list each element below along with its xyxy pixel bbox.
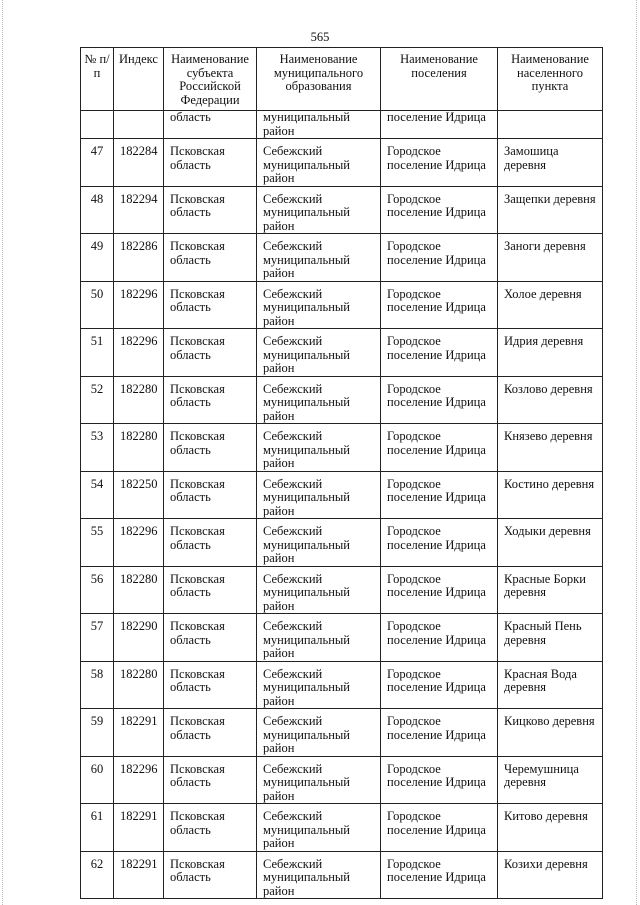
table-row	[81, 376, 603, 424]
cell-locality: Китово деревня	[498, 804, 603, 852]
cell-locality: Красный Пень деревня	[498, 614, 603, 662]
cell-locality: Защепки деревня	[498, 186, 603, 234]
cell-locality: Черемушница деревня	[498, 756, 603, 804]
cell-index: 182280	[114, 376, 164, 424]
cell-settlement: Городское поселение Идрица	[381, 471, 498, 519]
table-row	[81, 661, 603, 709]
cell-num: 53	[81, 424, 114, 472]
cell-municipality: Себежский муниципальный район	[257, 566, 381, 614]
table-row	[81, 186, 603, 234]
cell-subject: Псковская область	[164, 661, 257, 709]
cell-settlement: Городское поселение Идрица	[381, 804, 498, 852]
cell-settlement: Городское поселение Идрица	[381, 709, 498, 757]
cell-index: 182290	[114, 614, 164, 662]
cell-num: 62	[81, 851, 114, 899]
cell-municipality: Себежский муниципальный район	[257, 851, 381, 899]
cell-subject: Псковская область	[164, 376, 257, 424]
cell-subject: Псковская область	[164, 424, 257, 472]
cell-settlement: Городское поселение Идрица	[381, 329, 498, 377]
cell-municipality: Себежский муниципальный район	[257, 709, 381, 757]
cell-settlement: Городское поселение Идрица	[381, 281, 498, 329]
table-body	[81, 111, 603, 899]
cell-municipality: Себежский муниципальный район	[257, 376, 381, 424]
cell-index: 182280	[114, 424, 164, 472]
cell-municipality: Себежский муниципальный район	[257, 471, 381, 519]
cell-subject: Псковская область	[164, 139, 257, 187]
cell-locality: Костино деревня	[498, 471, 603, 519]
cell-num: 51	[81, 329, 114, 377]
cell-locality: Козлово деревня	[498, 376, 603, 424]
cell-locality: Замошица деревня	[498, 139, 603, 187]
table-row	[81, 139, 603, 187]
cell-subject: Псковская область	[164, 329, 257, 377]
cell-locality: Козихи деревня	[498, 851, 603, 899]
header-locality: Наименование населенного пункта	[498, 48, 603, 111]
cell-num: 57	[81, 614, 114, 662]
cell-locality: Красная Вода деревня	[498, 661, 603, 709]
cell-index: 182291	[114, 709, 164, 757]
cell-subject: Псковская область	[164, 756, 257, 804]
cell-num: 49	[81, 234, 114, 282]
cell-municipality: Себежский муниципальный район	[257, 519, 381, 567]
cell-num: 61	[81, 804, 114, 852]
cell-subject: Псковская область	[164, 709, 257, 757]
cell-municipality: муниципальный район	[257, 111, 381, 139]
cell-settlement: Городское поселение Идрица	[381, 614, 498, 662]
table-row	[81, 424, 603, 472]
cell-municipality: Себежский муниципальный район	[257, 281, 381, 329]
header-index: Индекс	[114, 48, 164, 111]
cell-municipality: Себежский муниципальный район	[257, 329, 381, 377]
cell-municipality: Себежский муниципальный район	[257, 756, 381, 804]
cell-subject: Псковская область	[164, 281, 257, 329]
cell-locality: Красные Борки деревня	[498, 566, 603, 614]
cell-index	[114, 111, 164, 139]
cell-settlement: Городское поселение Идрица	[381, 851, 498, 899]
cell-num: 56	[81, 566, 114, 614]
cell-index: 182296	[114, 281, 164, 329]
cell-locality: Идрия деревня	[498, 329, 603, 377]
cell-municipality: Себежский муниципальный район	[257, 614, 381, 662]
table-row	[81, 804, 603, 852]
cell-index: 182291	[114, 851, 164, 899]
header-settlement: Наименование поселения	[381, 48, 498, 111]
header-num: № п/п	[81, 48, 114, 111]
table-row	[81, 519, 603, 567]
cell-settlement: Городское поселение Идрица	[381, 376, 498, 424]
cell-locality: Кицково деревня	[498, 709, 603, 757]
cell-index: 182250	[114, 471, 164, 519]
cell-settlement: Городское поселение Идрица	[381, 566, 498, 614]
cell-settlement: Городское поселение Идрица	[381, 234, 498, 282]
cell-municipality: Себежский муниципальный район	[257, 186, 381, 234]
cell-municipality: Себежский муниципальный район	[257, 234, 381, 282]
cell-num	[81, 111, 114, 139]
cell-settlement: Городское поселение Идрица	[381, 756, 498, 804]
table-row	[81, 234, 603, 282]
cell-num: 54	[81, 471, 114, 519]
cell-index: 182296	[114, 519, 164, 567]
cell-subject: Псковская область	[164, 851, 257, 899]
cell-subject: Псковская область	[164, 614, 257, 662]
continuation-row	[81, 111, 603, 139]
page-number: 565	[310, 30, 330, 44]
header-row	[81, 48, 603, 111]
settlements-table	[80, 47, 603, 899]
cell-subject: Псковская область	[164, 186, 257, 234]
cell-index: 182284	[114, 139, 164, 187]
cell-municipality: Себежский муниципальный район	[257, 804, 381, 852]
table-row	[81, 329, 603, 377]
cell-locality: Холое деревня	[498, 281, 603, 329]
cell-index: 182280	[114, 566, 164, 614]
cell-subject: Псковская область	[164, 234, 257, 282]
cell-num: 55	[81, 519, 114, 567]
cell-num: 52	[81, 376, 114, 424]
cell-index: 182291	[114, 804, 164, 852]
cell-index: 182280	[114, 661, 164, 709]
cell-num: 48	[81, 186, 114, 234]
header-subject: Наименование субъекта Российской Федерации	[164, 48, 257, 111]
cell-settlement: Городское поселение Идрица	[381, 186, 498, 234]
cell-num: 47	[81, 139, 114, 187]
scan-edge-right	[636, 0, 638, 905]
cell-num: 60	[81, 756, 114, 804]
cell-index: 182296	[114, 329, 164, 377]
header-municipality: Наименование муниципального образования	[257, 48, 381, 111]
cell-locality	[498, 111, 603, 139]
cell-municipality: Себежский муниципальный район	[257, 139, 381, 187]
cell-settlement: Городское поселение Идрица	[381, 139, 498, 187]
cell-num: 59	[81, 709, 114, 757]
cell-municipality: Себежский муниципальный район	[257, 661, 381, 709]
cell-settlement: поселение Идрица	[381, 111, 498, 139]
scan-edge-left	[2, 0, 4, 905]
cell-locality: Князево деревня	[498, 424, 603, 472]
cell-subject: Псковская область	[164, 804, 257, 852]
cell-settlement: Городское поселение Идрица	[381, 519, 498, 567]
table-row	[81, 614, 603, 662]
cell-municipality: Себежский муниципальный район	[257, 424, 381, 472]
table-row	[81, 471, 603, 519]
cell-settlement: Городское поселение Идрица	[381, 661, 498, 709]
cell-settlement: Городское поселение Идрица	[381, 424, 498, 472]
cell-index: 182286	[114, 234, 164, 282]
cell-subject: Псковская область	[164, 566, 257, 614]
cell-subject: область	[164, 111, 257, 139]
cell-locality: Ходыки деревня	[498, 519, 603, 567]
table-header	[81, 48, 603, 111]
table-row	[81, 281, 603, 329]
table-row	[81, 566, 603, 614]
cell-num: 58	[81, 661, 114, 709]
table-row	[81, 756, 603, 804]
cell-subject: Псковская область	[164, 519, 257, 567]
cell-locality: Заноги деревня	[498, 234, 603, 282]
table-row	[81, 709, 603, 757]
table-row	[81, 851, 603, 899]
cell-subject: Псковская область	[164, 471, 257, 519]
cell-index: 182296	[114, 756, 164, 804]
cell-num: 50	[81, 281, 114, 329]
cell-index: 182294	[114, 186, 164, 234]
